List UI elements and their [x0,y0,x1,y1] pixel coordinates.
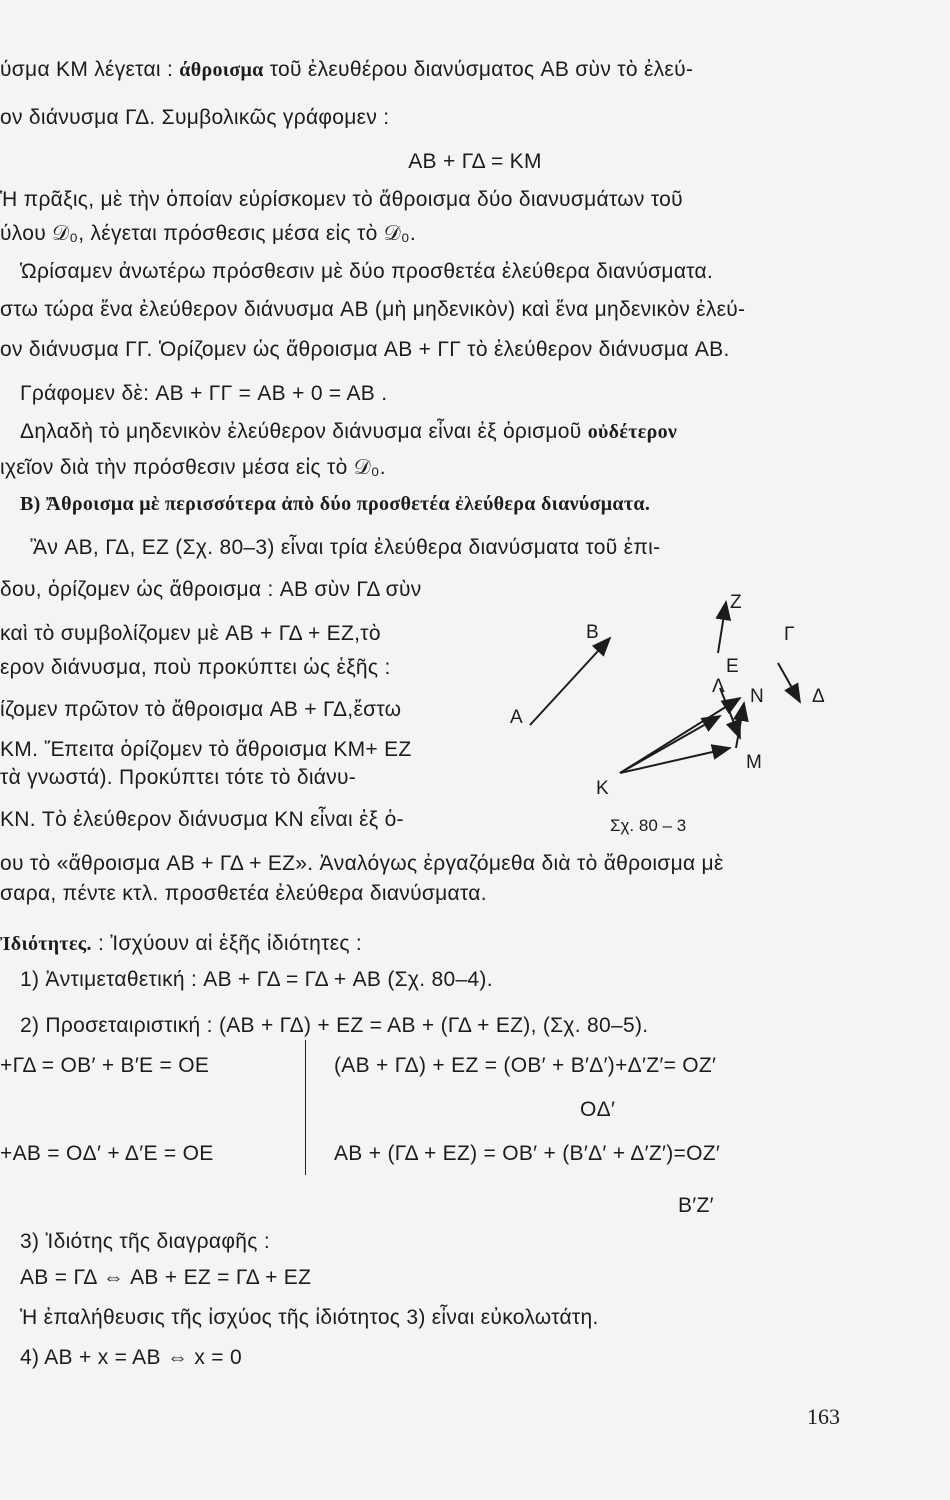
text-line: ίζομεν πρῶτον τὸ ἄθροισμα AB + ΓΔ,ἔστω [0,698,402,721]
text-line: ερον διάνυσμα, ποὺ προκύπτει ὡς ἑξῆς : [0,656,391,679]
figure-caption: Σχ. 80 – 3 [610,816,687,835]
vector-figure [500,588,840,838]
text-line: σαρα, πέντε κτλ. προσθετέα ἐλεύθερα διανύσματα. [0,882,487,905]
text-fragment: : Ἰσχύουν αἱ ἑξῆς ἰδιότητες : [97,932,363,955]
property-3: 3) Ἰδιότης τῆς διαγραφῆς : [20,1230,270,1253]
text-line: δου, ὁρίζομεν ὡς ἄθροισμα : AB σὺν ΓΔ σὺν [0,578,422,601]
text-line [20,418,677,446]
label-k: K [596,778,609,799]
equation: +AB = OΔ′ + Δ′E = OE [0,1142,214,1165]
text-line: Γράφομεν δὲ: AB + ΓΓ = AB + 0 = AB . [20,382,388,405]
text-line: KM. Ἔπειτα ὁρίζομεν τὸ ἄθροισμα KM+ EZ [0,738,412,761]
text-line: τὰ γνωστά). Προκύπτει τότε τὸ διάνυ- [0,766,357,789]
label-e: E [726,656,739,677]
page-number: 163 [807,1404,840,1429]
text-line: ου τὸ «ἄθροισμα AB + ΓΔ + EZ». Ἀναλόγως ἐργαζόμεθα διὰ τὸ ἄθροισμα μὲ [0,852,724,875]
term-bold: οὐδέτερον [587,421,678,443]
equation: AB + (ΓΔ + EZ) = OB′ + (B′Δ′ + Δ′Z′)=OZ′ [334,1142,721,1165]
label-n: N [750,686,764,707]
term-bold: άθροισμα [179,59,264,81]
underbrace-label: B′Z′ [678,1194,714,1217]
underbrace-label: OΔ′ [580,1098,616,1121]
text-line: KN. Τὸ ἐλεύθερον διάνυσμα KN εἶναι ἐξ ὁ- [0,808,404,831]
property-1: 1) Ἀντιμεταθετική : AB + ΓΔ = ΓΔ + AB (Σχ. 80–4). [20,968,493,991]
section-heading: B) Ἄθροισμα μὲ περισσότερα ἀπὸ δύο προσθετέα ἐλεύθερα διανύσματα. [20,493,651,515]
vector-gd [778,663,800,702]
equation: +ΓΔ = OB′ + B′E = OE [0,1054,210,1077]
text-line: ον διάνυσμα ΓΓ. Ὁρίζομεν ὡς ἄθροισμα AB + ΓΓ τὸ ἐλεύθερον διάνυσμα AB. [0,338,730,361]
text-line: στω τώρα ἕνα ἐλεύθερον διάνυσμα AB (μὴ μηδενικὸν) καὶ ἕνα μηδενικὸν ἐλεύ- [0,298,746,321]
label-a: A [510,707,523,728]
text-line [0,930,362,958]
label-m: M [746,752,762,773]
label-lambda: Λ [712,676,725,697]
vector-mn [736,703,744,748]
section-heading: Ἰδιότητες. [0,933,92,955]
text-line: ιχεῖον διὰ τὴν πρόσθεσιν μέσα εἰς τὸ 𝒟₀. [0,456,386,479]
text-line: Ἂν AB, ΓΔ, EZ (Σχ. 80–3) εἶναι τρία ἐλεύθερα διανύσματα τοῦ ἐπι- [30,536,661,559]
text-line: ύλου 𝒟₀, λέγεται πρόσθεσις μέσα εἰς τὸ 𝒟₀. [0,222,416,245]
text-fragment: τοῦ ἐλευθέρου διανύσματος AB σὺν τὸ ἐλεύ- [269,58,694,81]
vector-ez [718,602,726,653]
vector-km [620,748,730,773]
vector-kn [620,698,740,773]
text-line [0,56,693,84]
text-line: Ἡ πρᾶξις, μὲ τὴν ὁποίαν εὑρίσκομεν τὸ ἄθροισμα δύο διανυσμάτων τοῦ [0,188,683,211]
equation: AB = ΓΔ ⇔ AB + EZ = ΓΔ + EZ [20,1266,312,1289]
property-2: 2) Προσεταιριστική : (AB + ΓΔ) + EZ = AB + (ΓΔ + EZ), (Σχ. 80–5). [20,1014,649,1037]
text-line: ον διάνυσμα ΓΔ. Συμβολικῶς γράφομεν : [0,106,390,129]
vector-ab [530,638,610,725]
property-4: 4) AB + x = AB ⇔ x = 0 [20,1346,242,1369]
text-line: καὶ τὸ συμβολίζομεν μὲ AB + ΓΔ + EZ,τὸ [0,622,381,645]
text-fragment: Δηλαδὴ τὸ μηδενικὸν ἐλεύθερον διάνυσμα εἶναι ἐξ ὁρισμοῦ [20,420,582,443]
text-fragment: ύσμα KM λέγεται : [0,58,174,81]
equation: AB + ΓΔ = KM [408,150,542,173]
divider [305,1040,306,1175]
label-gamma: Γ [784,624,795,645]
equation: (AB + ΓΔ) + EZ = (OB′ + B′Δ′)+Δ′Z′= OZ′ [334,1054,717,1077]
label-b: B [586,622,599,643]
text-line: Ὡρίσαμεν ἀνωτέρω πρόσθεσιν μὲ δύο προσθετέα ἐλεύθερα διανύσματα. [20,260,714,283]
label-delta: Δ [812,686,825,707]
text-line: Ἡ ἐπαλήθευσις τῆς ἰσχύος τῆς ἰδιότητος 3) εἶναι εὐκολωτάτη. [20,1306,599,1329]
label-z: Z [730,592,742,613]
